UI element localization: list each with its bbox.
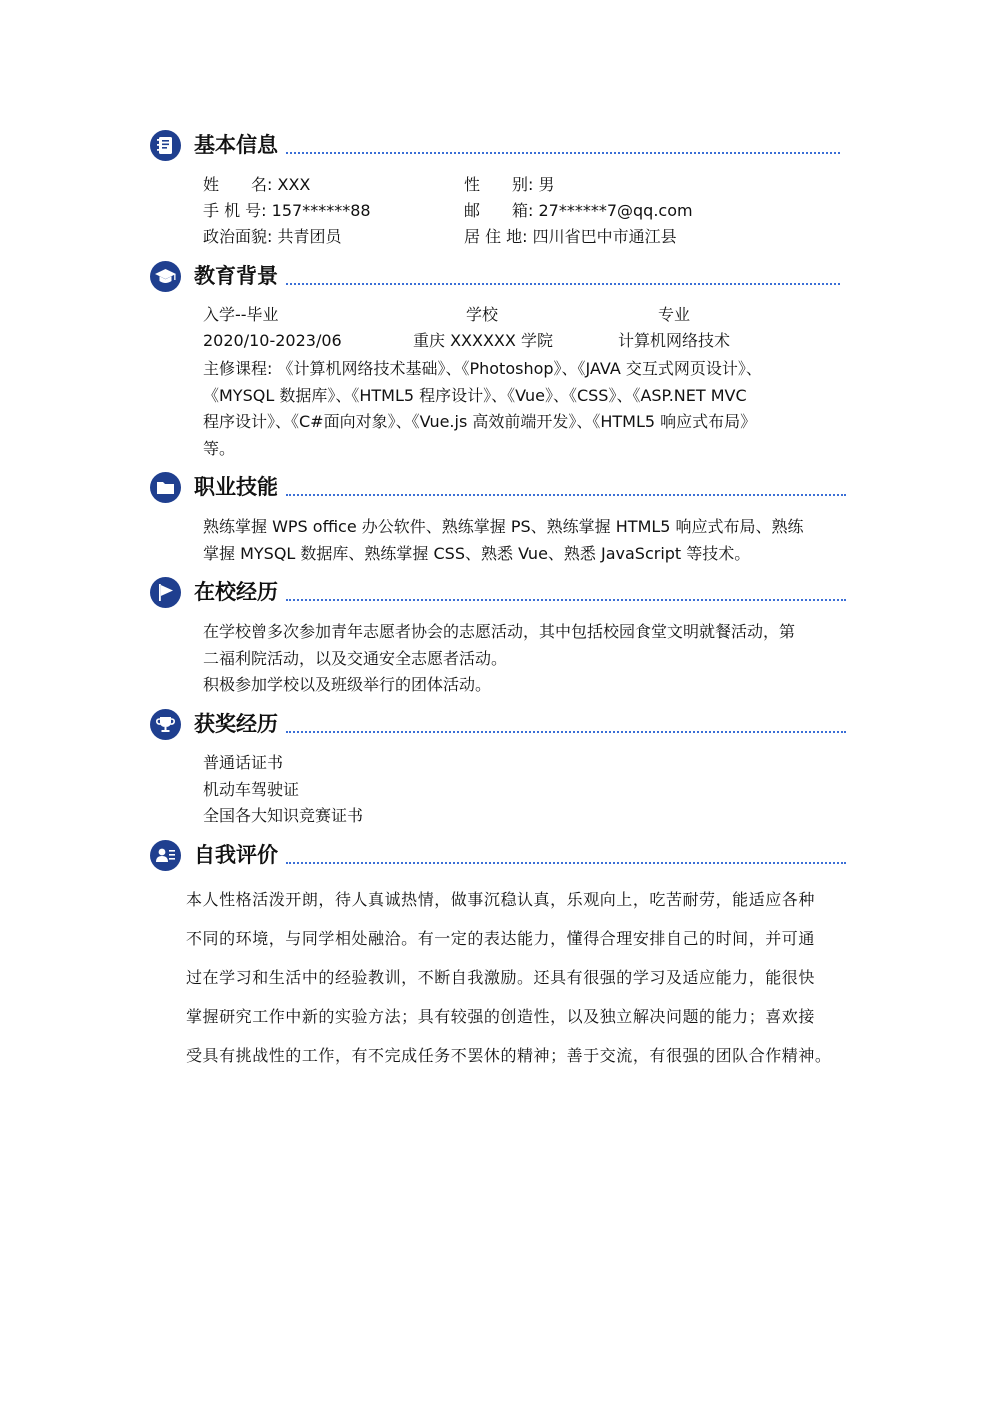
- section-header-campus: [150, 577, 846, 611]
- course-line: 程序设计》、《C#面向对象》、《Vue.js 高效前端开发》、《HTML5 响应式布局》: [203, 412, 757, 431]
- self-evaluation-line: 本人性格活泼开朗，待人真诚热情，做事沉稳认真，乐观向上，吃苦耐劳，能适应各种: [186, 890, 815, 909]
- edu-school: 重庆 XXXXXX 学院: [413, 331, 553, 350]
- course-line: 等。: [203, 438, 236, 458]
- trophy-icon: [150, 709, 181, 740]
- course-line: 《MYSQL 数据库》、《HTML5 程序设计》、《Vue》、《CSS》、《ASP.NET MVC: [203, 385, 747, 405]
- user-list-icon: [150, 840, 181, 871]
- graduation-cap-icon: [150, 261, 181, 292]
- info-gender: 性 别: 男: [464, 175, 555, 194]
- self-evaluation-text: [186, 880, 851, 1075]
- skills-line: 熟练掌握 WPS office 办公软件、熟练掌握 PS、熟练掌握 HTML5 响应式布局、熟练: [203, 517, 804, 536]
- skills-text: [203, 514, 804, 567]
- notebook-icon: [150, 130, 181, 161]
- edu-courses: [203, 356, 762, 462]
- section-header-awards: [150, 709, 846, 743]
- edu-header-major: 专业: [658, 305, 691, 324]
- info-phone: 手 机 号: 157******88: [203, 201, 371, 220]
- dotted-divider: [286, 283, 840, 285]
- section-header-basic-info: [150, 130, 846, 164]
- dotted-divider: [286, 494, 846, 496]
- dotted-divider: [286, 862, 846, 864]
- section-title: 职业技能: [194, 475, 278, 499]
- course-line: 主修课程: 《计算机网络技术基础》、《Photoshop》、《JAVA 交互式网页设计》、: [203, 359, 762, 378]
- self-evaluation-line: 过在学习和生活中的经验教训，不断自我激励。还具有很强的学习及适应能力，能很快: [186, 968, 815, 987]
- campus-text: [203, 619, 795, 699]
- section-header-self-evaluation: [150, 840, 846, 874]
- edu-header-period: 入学--毕业: [203, 305, 279, 324]
- award-item: 普通话证书: [203, 753, 284, 772]
- campus-line: 二福利院活动，以及交通安全志愿者活动。: [203, 648, 508, 668]
- section-title: 教育背景: [194, 264, 278, 288]
- dotted-divider: [286, 152, 840, 154]
- campus-line: 在学校曾多次参加青年志愿者协会的志愿活动，其中包括校园食堂文明就餐活动，第: [203, 622, 796, 641]
- info-political-status: 政治面貌: 共青团员: [203, 227, 342, 246]
- section-title: 获奖经历: [194, 712, 278, 736]
- edu-major: 计算机网络技术: [618, 331, 731, 350]
- skills-line: 掌握 MYSQL 数据库、熟练掌握 CSS、熟悉 Vue、熟悉 JavaScript 等技术。: [203, 543, 751, 563]
- section-header-skills: [150, 472, 846, 506]
- dotted-divider: [286, 599, 846, 601]
- info-email: 邮 箱: 27******7@qq.com: [464, 201, 693, 220]
- edu-period: 2020/10-2023/06: [203, 331, 342, 350]
- flag-icon: [150, 577, 181, 608]
- award-item: 全国各大知识竞赛证书: [203, 806, 364, 825]
- self-evaluation-line: 不同的环境，与同学相处融洽。有一定的表达能力，懂得合理安排自己的时间，并可通: [186, 929, 815, 948]
- award-item: 机动车驾驶证: [203, 779, 300, 799]
- folder-icon: [150, 472, 181, 503]
- section-title: 自我评价: [194, 843, 278, 867]
- info-address: 居 住 地: 四川省巴中市通江县: [464, 227, 677, 246]
- campus-line: 积极参加学校以及班级举行的团体活动。: [203, 675, 492, 694]
- section-title: 基本信息: [194, 133, 278, 157]
- section-title: 在校经历: [194, 580, 278, 604]
- section-header-education: [150, 261, 846, 295]
- awards-list: [203, 750, 363, 830]
- self-evaluation-line: 掌握研究工作中新的实验方法；具有较强的创造性，以及独立解决问题的能力；喜欢接: [186, 1007, 815, 1026]
- edu-header-school: 学校: [466, 305, 499, 324]
- self-evaluation-line: 受具有挑战性的工作，有不完成任务不罢休的精神；善于交流，有很强的团队合作精神。: [186, 1046, 832, 1065]
- info-name: 姓 名: XXX: [203, 175, 311, 194]
- dotted-divider: [286, 731, 846, 733]
